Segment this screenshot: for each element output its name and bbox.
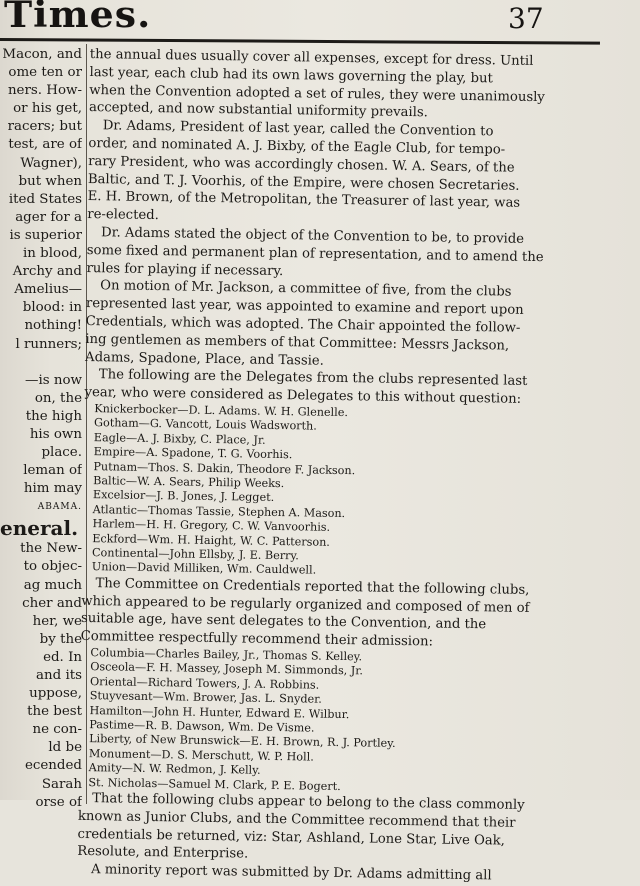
left-line: Wagner), [20,155,82,171]
text-line: last year, each club had its own laws governing the play, but [89,64,493,87]
list-item: Oriental—Richard Towers, J. A. Robbins. [89,674,320,692]
left-signature: ABAMA. [37,502,82,513]
text-line: known as Junior Clubs, and the Committee recommend that their [77,808,516,831]
text-line: the annual dues usually cover all expenses, except for dress. Until [89,46,534,69]
text-line: when the Convention adopted a set of rules, they were unanimously [89,82,545,105]
left-line: ld be [48,740,82,756]
left-line: him may [23,481,82,497]
list-item: Baltic—W. A. Sears, Philip Weeks. [93,474,285,491]
text-line: A minority report was submitted by Dr. Adams admitting all [90,862,492,884]
list-item: Harlem—H. H. Gregory, C. W. Vanvoorhis. [92,517,331,535]
list-item: Pastime—R. B. Dawson, Wm. De Visme. [89,718,315,735]
left-line: blood: in [22,300,82,316]
page-number: 37 [508,2,544,35]
text-line: Baltic, and T. J. Voorhis, of the Empire, were chosen Secretaries. [87,171,520,194]
left-line: ager for a [15,209,82,225]
left-line: nothing! [24,318,82,334]
text-line: E. H. Brown, of the Metropolitan, the Treasurer of last year, was [87,189,521,212]
list-item: Eagle—A. J. Bixby, C. Place, Jr. [93,430,266,447]
paragraph [87,117,557,231]
text-line: order, and nominated A. J. Bixby, of the Eagle Club, for tempo- [88,135,506,158]
left-line: ne con- [32,722,82,738]
left-line: uppose, [29,686,82,702]
text-line: some fixed and permanent plan of representation, and to amend the [86,242,544,265]
paragraph [86,224,555,285]
list-item: Knickerbocker—D. L. Adams. W. H. Glenelle. [94,402,349,420]
left-line: ited States [8,191,82,207]
text-line: accepted, and now substantial uniformity prevails. [88,100,428,121]
list-item: Hamilton—John H. Hunter, Edward E. Wilbur. [89,703,350,721]
left-line: cher and [22,595,82,611]
left-line: Macon, and [2,47,82,62]
left-line: his own [29,426,82,442]
text-line: Dr. Adams, President of last year, called the Convention to [102,118,494,140]
main-article [77,46,558,886]
paragraph [81,575,550,654]
list-item: Putnam—Thos. S. Dakin, Theodore F. Jackson. [93,459,356,477]
left-line: ners. How- [7,83,82,99]
list-item: Liberty, of New Brunswick—E. H. Brown, R. J. Portley. [89,732,396,751]
text-line: ing gentlemen as members of that Committee: Messrs Jackson, [85,331,510,354]
left-line: by the [39,631,82,647]
text-line: The following are the Delegates from the clubs represented last [98,367,528,390]
text-line: That the following clubs appear to belong to the class commonly [92,791,525,813]
list-item: Eckford—Wm. H. Haight, W. C. Patterson. [92,531,331,549]
text-line: suitable age, have sent delegates to the Convention, and the [80,611,487,633]
text-line: Credentials, which was adopted. The Chair appointed the follow- [85,313,521,336]
delegate-list [82,402,553,582]
left-line: racers; but [7,119,82,135]
list-item: Atlantic—Thomas Tassie, Stephen A. Mason. [92,502,346,520]
left-line: the best [27,704,82,720]
left-line: and its [36,668,82,683]
list-item: St. Nicholas—Samuel M. Clark, P. E. Bogert. [88,775,341,793]
paragraph [77,790,546,869]
text-line: credentials be returned, viz: Star, Ashland, Lone Star, Live Oak, [77,826,506,849]
list-item: Continental—John Ellsby, J. E. Berry. [91,546,299,563]
text-line: On motion of Mr. Jackson, a committee of five, from the clubs [100,278,512,301]
left-line: on, the [34,390,82,406]
left-line: to objec- [23,559,82,575]
list-item: Osceola—F. H. Massey, Joseph M. Simmonds, Jr. [90,660,364,678]
left-line: Archy and [12,264,82,280]
list-item: Columbia—Charles Bailey, Jr., Thomas S. Kelley. [90,646,363,664]
text-line: rules for playing if necessary. [86,260,284,279]
text-line: represented last year, was appointed to examine and report upon [85,296,524,319]
text-line: Adams, Spadone, Place, and Tassie. [84,349,324,369]
left-line: ecended [24,758,82,774]
list-item: Excelsior—J. B. Jones, J. Legget. [92,488,275,505]
left-line: Amelius— [14,282,82,298]
text-line: rary President, who was accordingly chosen. W. A. Sears, of the [88,153,515,176]
text-line: The Committee on Credentials reported that the following clubs, [95,575,530,598]
left-line: ag much [23,577,82,593]
left-column [0,46,82,812]
left-line: ome ten or [8,65,82,81]
header-rule [0,38,600,45]
list-item: Amity—N. W. Redmon, J. Kelly. [88,761,261,778]
left-line: or his get, [13,101,82,117]
left-line: the New- [20,541,82,557]
left-line [0,354,82,372]
text-line: year, who were considered as Delegates to this without question: [84,385,522,407]
left-line: test, are of [8,137,82,153]
paragraph [85,277,554,373]
masthead [0,0,640,38]
left-line: place. [41,445,82,461]
left-line: but when [18,173,82,189]
text-line: Dr. Adams stated the object of the Convention to be, to provide [100,225,525,247]
left-line: ed. In [43,649,82,665]
left-line: —is now [25,372,82,388]
left-line: in blood, [23,246,82,262]
text-line: which appeared to be regularly organized and composed of men of [81,593,530,616]
left-line: l runners; [15,336,82,352]
left-line: Sarah [41,776,82,792]
admitted-club-list [78,646,548,797]
newspaper-title: Times. [4,0,152,36]
text-line: Committee respectfully recommend their admission: [80,629,434,650]
left-line: the high [25,408,82,424]
text-line: Resolute, and Enterprise. [77,844,249,863]
list-item: Empire—A. Spadone, T. G. Voorhis. [93,445,293,462]
list-item: Gotham—G. Vancott, Louis Wadsworth. [93,416,317,433]
list-item: Union—David Milliken, Wm. Cauldwell. [91,560,317,578]
left-line: orse of [35,794,82,810]
left-line: leman of [23,463,82,479]
paragraph [89,46,558,125]
left-line: is superior [9,227,82,243]
list-item: Monument—D. S. Merschutt, W. P. Holl. [88,746,314,764]
left-line: her, we [32,613,82,629]
text-line: re-elected. [87,207,159,224]
left-section-heading: eneral. [0,516,79,541]
list-item: Stuyvesant—Wm. Brower, Jas. L. Snyder. [89,689,322,706]
